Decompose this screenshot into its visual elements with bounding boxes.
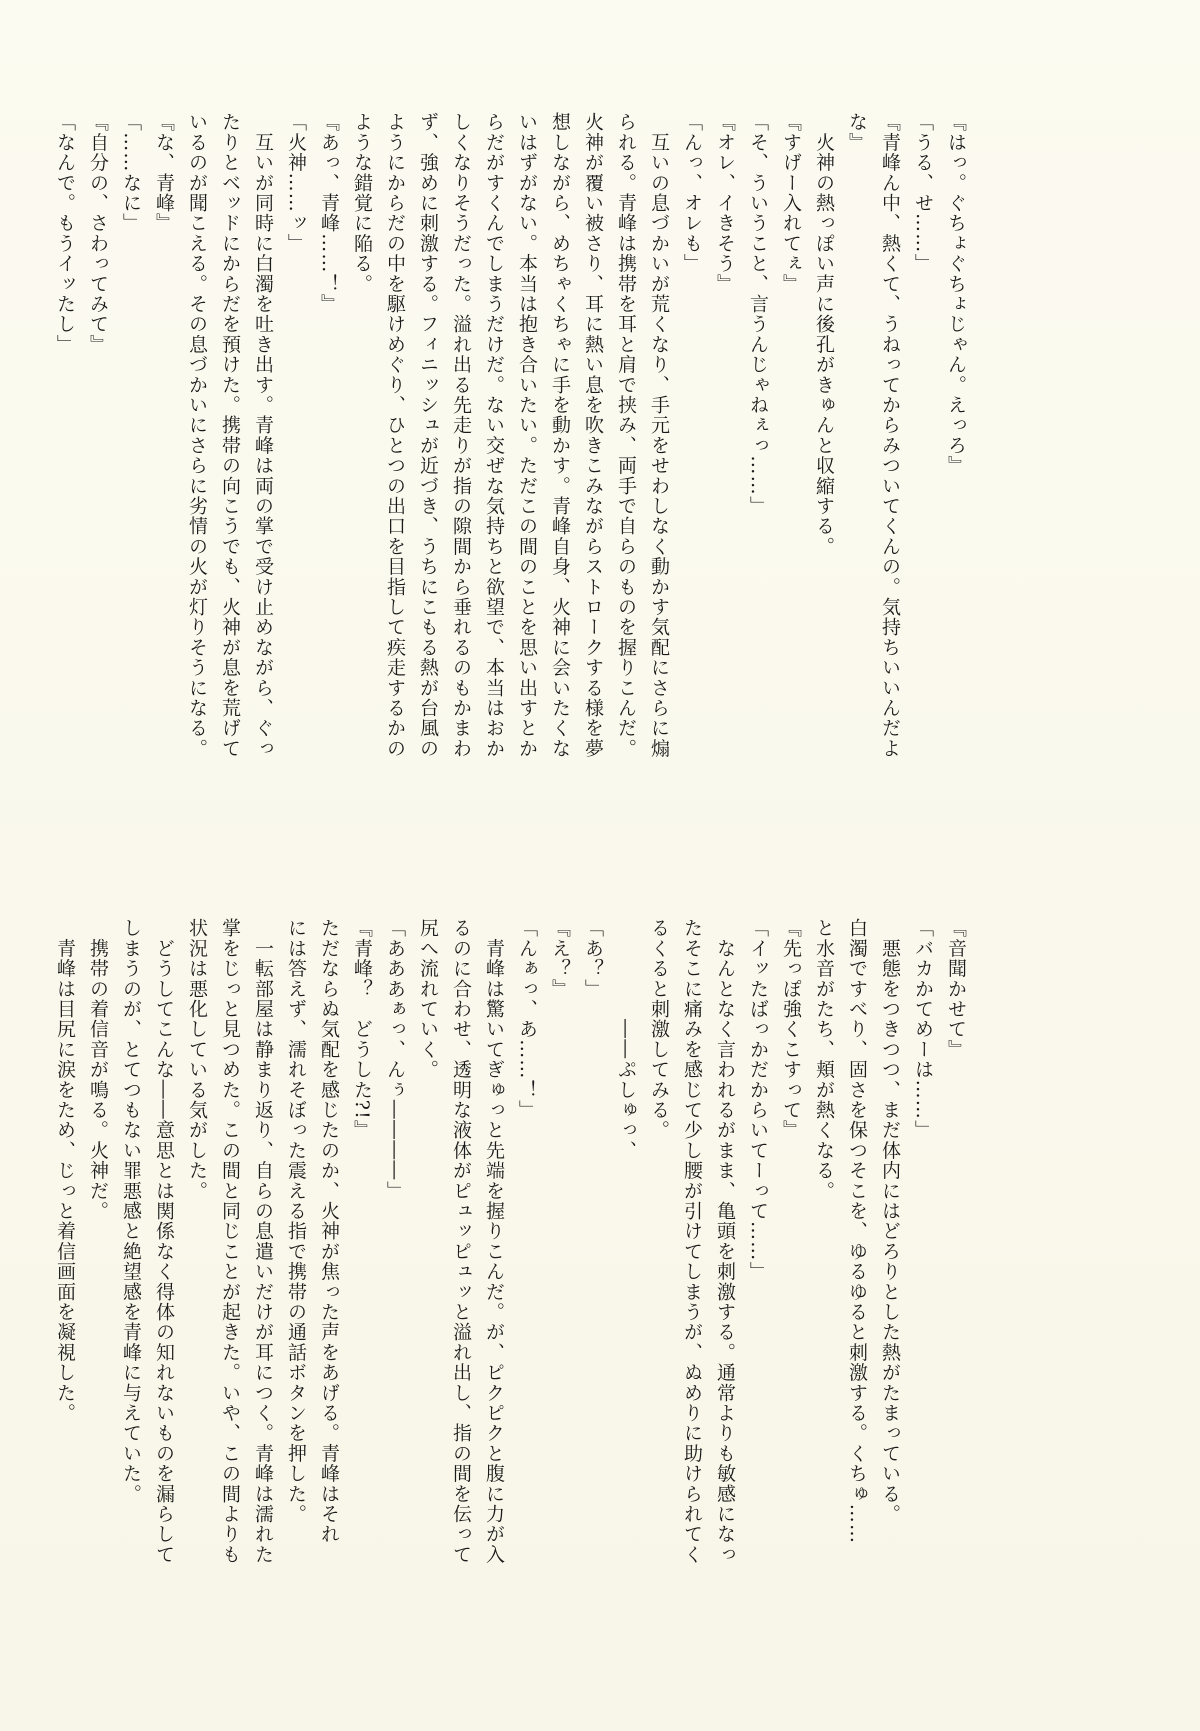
text-line: いるのが聞こえる。その息づかいにさらに劣情の火が灯りそうになる。 xyxy=(186,112,208,759)
text-line: ような錯覚に陥る。 xyxy=(351,112,373,294)
text-line: 「火神……ッ」 xyxy=(285,112,307,254)
text-line: 「あ？」 xyxy=(582,918,604,999)
text-line: 互いの息づかいが荒くなり、手元をせわしなく動かす気配にさらに煽 xyxy=(648,112,670,759)
text-line: 火神が覆い被さり、耳に熱い息を吹きこみながらストロークする様を夢 xyxy=(582,112,604,759)
text-line: 「うる、せ……」 xyxy=(912,112,934,274)
text-line: 『あっ、青峰……！』 xyxy=(318,112,340,314)
text-line: 『青峰ん中、熱くて、うねってからみついてくんの。気持ちいいんだよ xyxy=(879,112,901,759)
text-line: ようにからだの中を駆けめぐり、ひとつの出口を目指して疾走するかの xyxy=(384,112,406,759)
text-line: 状況は悪化している気がした。 xyxy=(186,918,208,1201)
text-block-bottom xyxy=(54,918,972,1565)
text-line: 『自分の、さわってみて』 xyxy=(87,112,109,355)
text-line: たそこに痛みを感じて少し腰が引けてしまうが、ぬめりに助けられてく xyxy=(681,918,703,1565)
text-line: いはずがない。本当は抱き合いたい。ただこの間のことを思い出すとか xyxy=(516,112,538,759)
text-line: 「バカかてめーは……」 xyxy=(912,918,934,1141)
text-line: 『すげー入れてぇ』 xyxy=(780,112,802,294)
text-line: 青峰は目尻に涙をため、じっと着信画面を凝視した。 xyxy=(54,918,76,1423)
text-line: と水音がたち、頬が熱くなる。 xyxy=(813,918,835,1201)
text-line: 『え？』 xyxy=(549,918,571,999)
text-line: 一転部屋は静まり返り、自らの息遣いだけが耳につく。青峰は濡れた xyxy=(252,918,274,1565)
text-line: 火神の熱っぽい声に後孔がきゅんと収縮する。 xyxy=(813,112,835,557)
text-line: 「イッたばっかだからいてーって……」 xyxy=(747,918,769,1282)
text-line: 想しながら、めちゃくちゃに手を動かす。青峰自身、火神に会いたくな xyxy=(549,112,571,759)
text-line: 『青峰？ どうした?!』 xyxy=(351,918,373,1141)
text-line: たりとベッドにからだを預けた。携帯の向こうでも、火神が息を荒げて xyxy=(219,112,241,759)
text-line: 青峰は驚いてぎゅっと先端を握りこんだ。が、ピクピクと腹に力が入 xyxy=(483,918,505,1565)
text-line: な』 xyxy=(846,112,868,153)
text-line: 『な、青峰』 xyxy=(153,112,175,234)
text-line: 「なんで。もうイッたし」 xyxy=(54,112,76,355)
text-line: しくなりそうだった。溢れ出る先走りが指の隙間から垂れるのもかまわ xyxy=(450,112,472,759)
text-line: 『先っぽ強くこすって』 xyxy=(780,918,802,1141)
text-line: どうしてこんな――意思とは関係なく得体の知れないものを漏らして xyxy=(153,918,175,1565)
text-line: 「んっ、オレも」 xyxy=(681,112,703,274)
text-line: ――ぷしゅっ、 xyxy=(615,918,637,1161)
text-line: 『音聞かせて』 xyxy=(945,918,967,1060)
text-line: るくると刺激してみる。 xyxy=(648,918,670,1141)
text-line: 『はっ。ぐちょぐちょじゃん。えっろ』 xyxy=(945,112,967,476)
text-line: 「んぁっ、あ……！」 xyxy=(516,918,538,1120)
text-line: るのに合わせ、透明な液体がピュッピュッと溢れ出し、指の間を伝って xyxy=(450,918,472,1565)
text-block-top xyxy=(54,112,972,812)
text-line: 掌をじっと見つめた。この間と同じことが起きた。いや、この間よりも xyxy=(219,918,241,1565)
text-line: られる。青峰は携帯を耳と肩で挟み、両手で自らのものを握りこんだ。 xyxy=(615,112,637,759)
text-line: ず、強めに刺激する。フィニッシュが近づき、うちにこもる熱が台風の xyxy=(417,112,439,759)
text-line: ただならぬ気配を感じたのか、火神が焦った声をあげる。青峰はそれ xyxy=(318,918,340,1545)
text-line: 互いが同時に白濁を吐き出す。青峰は両の掌で受け止めながら、ぐっ xyxy=(252,112,274,759)
text-line: 「そ、ういうこと、言うんじゃねぇっ……」 xyxy=(747,112,769,516)
text-line: 「あああぁっ、んぅ――――」 xyxy=(384,918,406,1201)
text-line: なんとなく言われるがまま、亀頭を刺激する。通常よりも敏感になっ xyxy=(714,918,736,1565)
text-line: 白濁ですべり、固さを保つそこを、ゆるゆると刺激する。くちゅ…… xyxy=(846,918,868,1545)
text-line: しまうのが、とてつもない罪悪感と絶望感を青峰に与えていた。 xyxy=(120,918,142,1504)
text-line: には答えず、濡れそぼった震える指で携帯の通話ボタンを押した。 xyxy=(285,918,307,1524)
text-line: らだがすくんでしまうだけだ。ない交ぜな気持ちと欲望で、本当はおか xyxy=(483,112,505,759)
text-line: 「……なに」 xyxy=(120,112,142,234)
text-line: 『オレ、イきそう』 xyxy=(714,112,736,294)
text-line: 悪態をつきつつ、まだ体内にはどろりとした熱がたまっている。 xyxy=(879,918,901,1524)
text-line: 携帯の着信音が鳴る。火神だ。 xyxy=(87,918,109,1221)
text-line: 尻へ流れていく。 xyxy=(417,918,439,1080)
